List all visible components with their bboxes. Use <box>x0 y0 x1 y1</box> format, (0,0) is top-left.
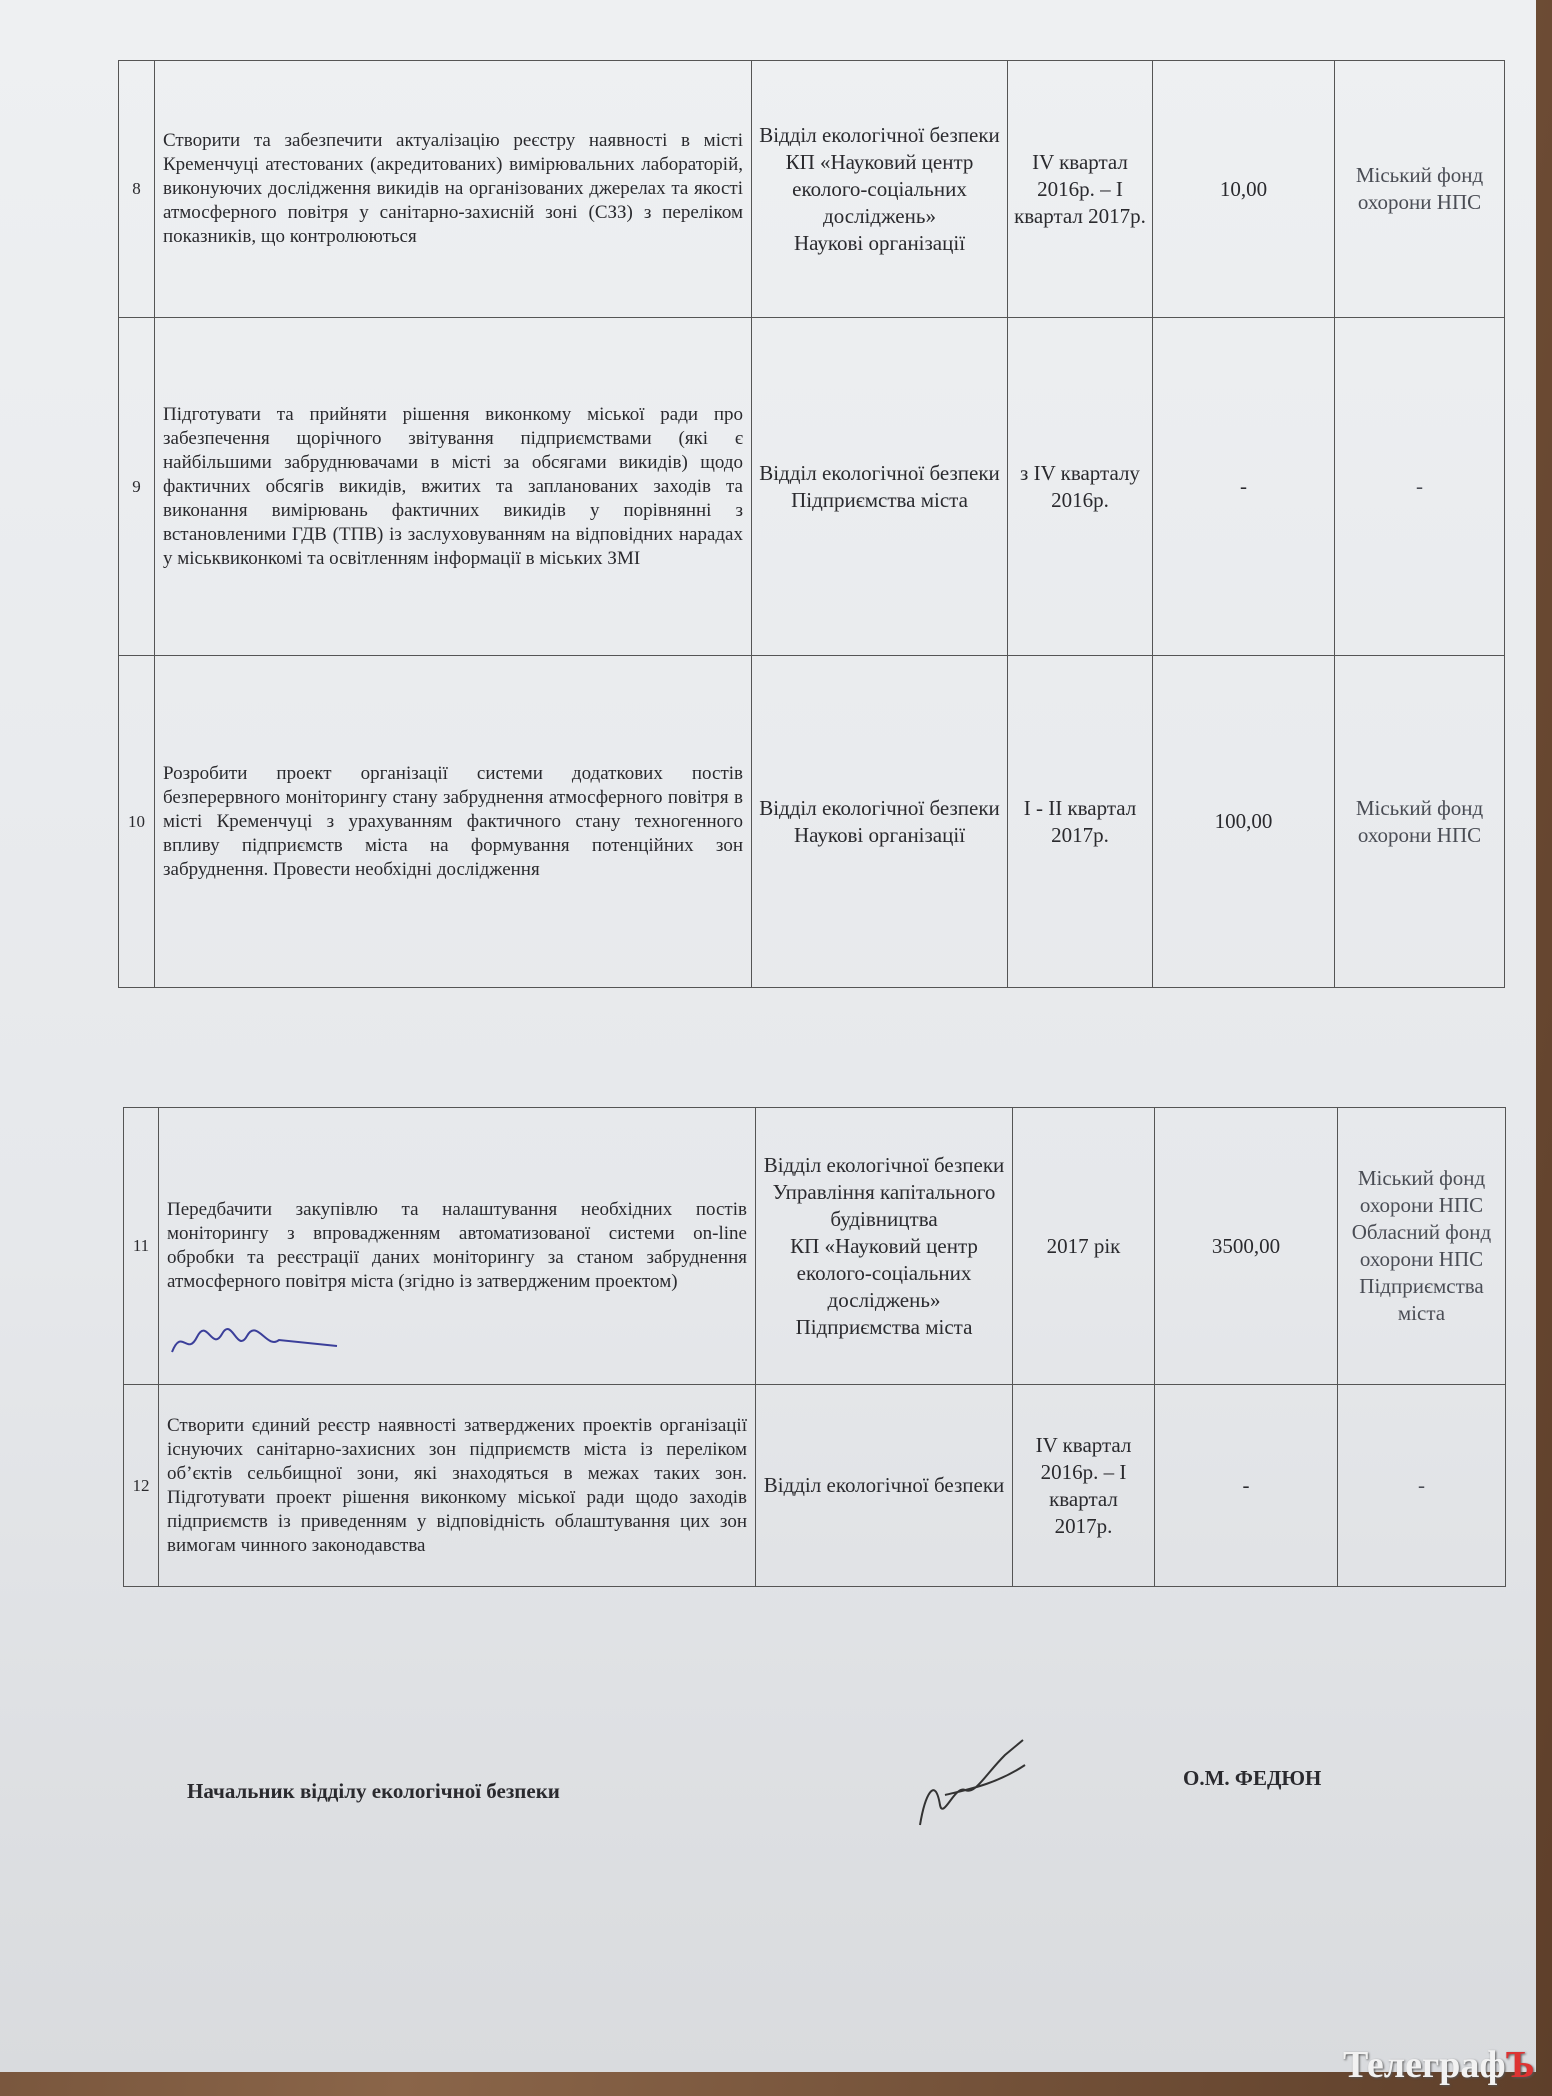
task-text: Передбачити закупівлю та налаштування необхідних постів моніторингу з впровадженням автоматизованої системи on-line обробки та реєстрації даних моніторингу за станом забруднення атмосферного повітря міста (згідно із затвердженим проектом) <box>167 1199 747 1292</box>
term: з IV кварталу 2016р. <box>1008 318 1153 656</box>
term: 2017 рік <box>1013 1108 1155 1385</box>
funding-source: Міський фонд охорони НПС <box>1335 61 1505 318</box>
executor: КП «Науковий центр еколого-соціальних досліджень» <box>785 149 974 228</box>
amount: 100,00 <box>1153 656 1335 988</box>
funding-source: Міський фонд охорони НПС Обласний фонд охорони НПС Підприємства міста <box>1338 1108 1506 1385</box>
plan-table-part-2 <box>123 1107 1506 1587</box>
task-description: Створити та забезпечити актуалізацію реєстру наявності в місті Кременчуці атестованих (акредитованих) вимірювальних лабораторій, виконуючих дослідження викидів на організованих джерелах та якості атмосферного повітря у санітарно-захисній зоні (СЗЗ) з переліком показників, що контролюються <box>155 61 752 318</box>
executor: Підприємства міста <box>791 487 968 512</box>
plan-table-part-1 <box>118 60 1505 988</box>
executors <box>752 61 1008 318</box>
task-description: Створити єдиний реєстр наявності затверджених проектів організації існуючих санітарно-захисних зон підприємств міста із переліком об’єктів сельбищної зони, які знаходяться в межах таких зон. Підготувати проект рішення виконкому міської ради щодо заходів підприємств із приведенням у відповідність облаштування цих зон вимогам чинного законодавства <box>159 1385 756 1587</box>
executor: Наукові організації <box>793 230 966 255</box>
executor: Управління капітального будівництва <box>772 1179 996 1231</box>
term: IV квартал 2016р. – І квартал 2017р. <box>1013 1385 1155 1587</box>
executors <box>756 1108 1013 1385</box>
executor: Відділ екологічної безпеки <box>763 1152 1005 1177</box>
executor: Відділ екологічної безпеки <box>759 795 1000 820</box>
funding-source: - <box>1338 1385 1506 1587</box>
table-row <box>124 1108 1506 1385</box>
table-row <box>119 61 1505 318</box>
row-number: 12 <box>124 1385 159 1587</box>
executor: КП «Науковий центр еколого-соціальних досліджень» <box>790 1233 978 1312</box>
table-row <box>119 318 1505 656</box>
signatory-name: О.М. ФЕДЮН <box>1183 1766 1322 1790</box>
amount: 3500,00 <box>1155 1108 1338 1385</box>
executor: Відділ екологічної безпеки <box>759 460 1000 485</box>
task-description: Розробити проект організації системи додаткових постів безперервного моніторингу стану забруднення атмосферного повітря в місті Кременчуці з урахуванням фактичного стану техногенного впливу підприємств міста на формування потенційних зон забруднення. Провести необхідні дослідження <box>155 656 752 988</box>
amount: 10,00 <box>1153 61 1335 318</box>
table-row <box>119 656 1505 988</box>
watermark-accent: Ъ <box>1505 2044 1535 2086</box>
executor: Підприємства міста <box>795 1314 973 1339</box>
executors <box>756 1385 1013 1587</box>
watermark-text: Телеграф <box>1343 2044 1506 2086</box>
row-number: 10 <box>119 656 155 988</box>
watermark-logo <box>1343 2043 1535 2087</box>
row-number: 9 <box>119 318 155 656</box>
funding-source: Міський фонд охорони НПС <box>1335 656 1505 988</box>
funding-source: - <box>1335 318 1505 656</box>
row-number: 11 <box>124 1108 159 1385</box>
executor: Відділ екологічної безпеки <box>763 1473 1005 1497</box>
amount: - <box>1155 1385 1338 1587</box>
term: І - ІІ квартал 2017р. <box>1008 656 1153 988</box>
executors <box>752 656 1008 988</box>
row-number: 8 <box>119 61 155 318</box>
task-description: Підготувати та прийняти рішення виконкому міської ради про забезпечення щорічного звітування підприємствами (які є найбільшими забруднювачами в місті за обсягами викидів) щодо фактичних обсягів викидів, вжитих та запланованих заходів та виконання вимірювань фактичних викидів у порівнянні з встановленими ГДВ (ТПВ) із заслуховуванням на відповідних нарадах у міськвиконкомі та освітленням інформації в міських ЗМІ <box>155 318 752 656</box>
amount: - <box>1153 318 1335 656</box>
executor: Наукові організації <box>793 822 966 847</box>
executors <box>752 318 1008 656</box>
signatory-position: Начальник відділу екологічної безпеки <box>187 1779 560 1803</box>
handwritten-signature-icon <box>167 1322 347 1362</box>
table-row <box>124 1385 1506 1587</box>
signature-icon <box>905 1735 1035 1835</box>
executor: Відділ екологічної безпеки <box>759 122 1000 147</box>
term: IV квартал 2016р. – І квартал 2017р. <box>1008 61 1153 318</box>
task-description <box>159 1108 756 1385</box>
